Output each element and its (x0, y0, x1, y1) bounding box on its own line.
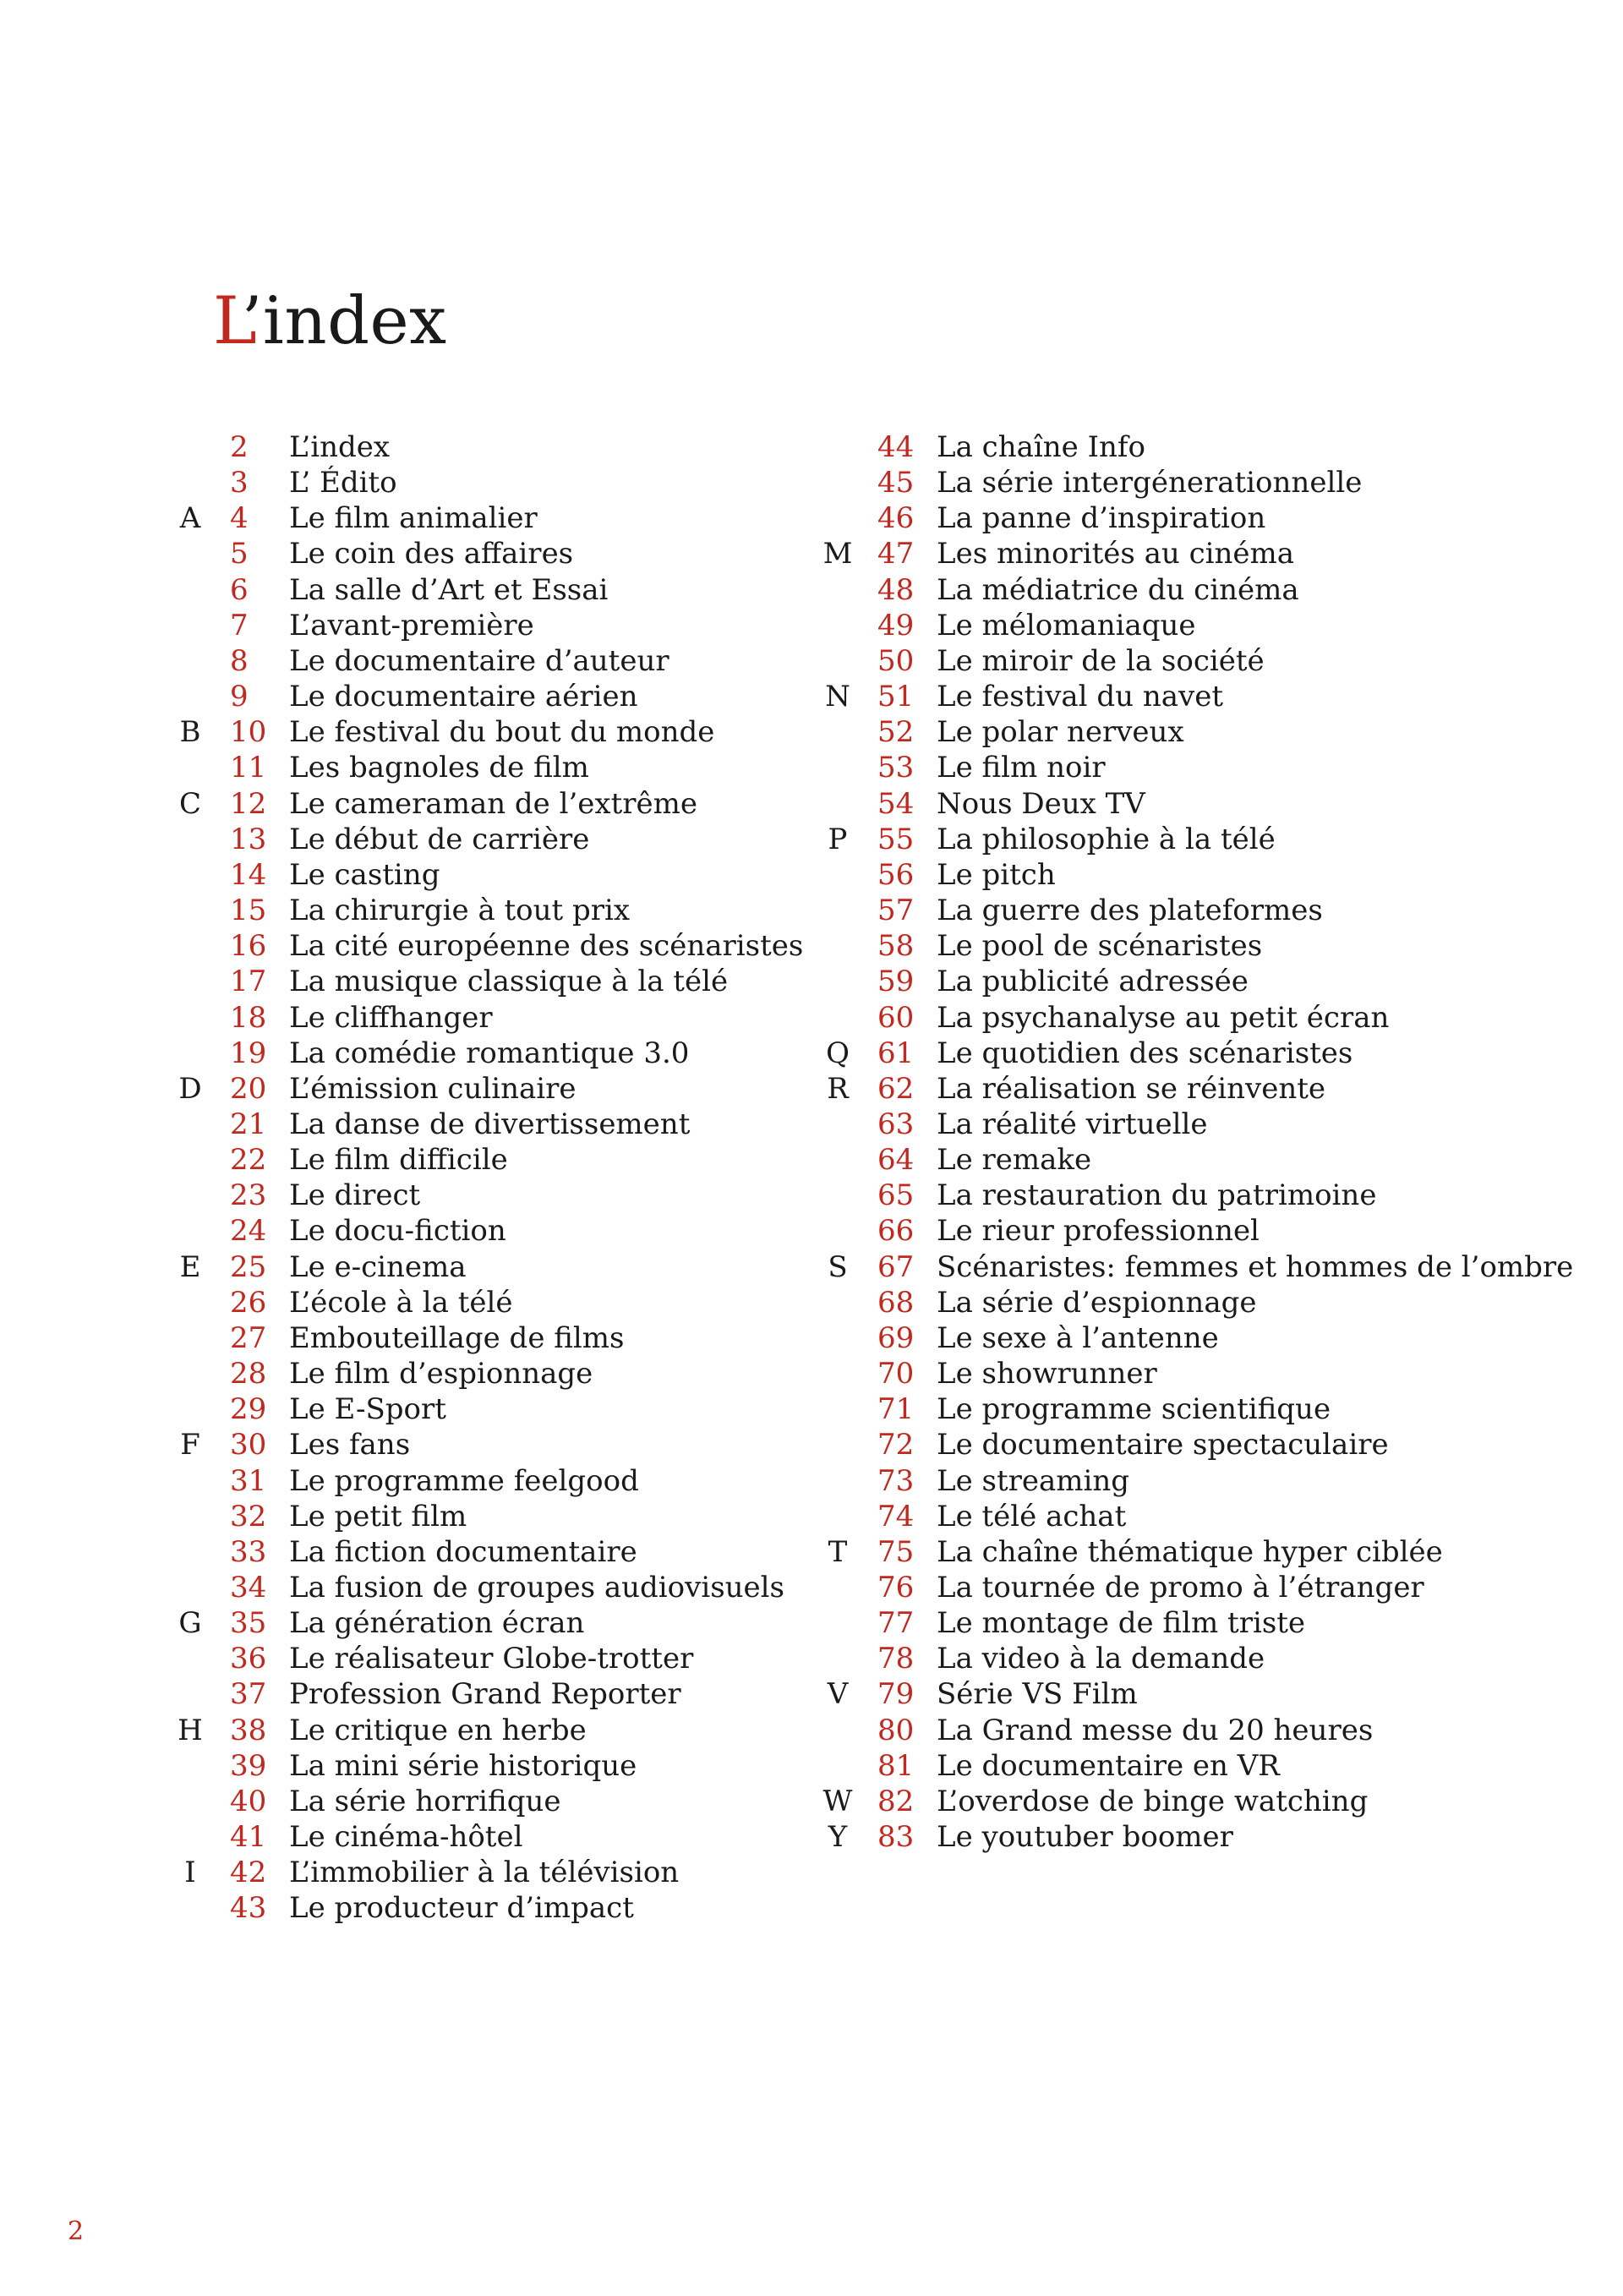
entry-title: Le montage de film triste (937, 1606, 1306, 1641)
index-entry[interactable] (800, 1391, 1573, 1427)
entry-page-number: 73 (877, 1463, 915, 1498)
entry-page-number: 32 (230, 1499, 267, 1533)
index-entry[interactable] (152, 1641, 803, 1676)
entry-page-number: 75 (877, 1534, 915, 1569)
entry-title: Le polar nerveux (937, 715, 1184, 750)
entry-title: Le E-Sport (289, 1392, 446, 1427)
entry-page-number: 71 (877, 1392, 915, 1427)
entry-title: La Grand messe du 20 heures (937, 1713, 1374, 1747)
entry-page-number: 44 (877, 430, 915, 464)
entry-page-number: 26 (230, 1285, 267, 1320)
index-entry[interactable] (800, 857, 1573, 893)
index-entry[interactable] (152, 1676, 803, 1712)
entry-title: Le direct (289, 1178, 421, 1213)
index-entry[interactable] (152, 857, 803, 893)
entry-page-number: 22 (230, 1143, 267, 1178)
entry-title: Le documentaire d’auteur (289, 643, 669, 678)
index-entry[interactable] (800, 750, 1573, 785)
index-entry[interactable] (152, 429, 803, 465)
entry-title: Le télé achat (937, 1499, 1127, 1533)
entry-title: Le remake (937, 1143, 1092, 1178)
entry-title: Le festival du navet (937, 680, 1223, 714)
entry-page-number: 64 (877, 1143, 915, 1178)
index-entry[interactable] (152, 1285, 803, 1320)
index-entry[interactable] (152, 1570, 803, 1605)
index-section-letter: W (822, 1784, 853, 1818)
entry-title: La video à la demande (937, 1642, 1265, 1676)
entry-title: Le showrunner (937, 1357, 1157, 1391)
index-entry[interactable] (152, 893, 803, 928)
entry-title: Le pool de scénaristes (937, 929, 1263, 964)
entry-page-number: 77 (877, 1606, 915, 1641)
entry-title: Le streaming (937, 1463, 1130, 1498)
entry-title: La chirurgie à tout prix (289, 894, 631, 928)
index-section-letter: Q (826, 1036, 850, 1070)
entry-title: Le programme feelgood (289, 1463, 639, 1498)
entry-page-number: 82 (877, 1784, 915, 1818)
entry-page-number: 45 (877, 466, 915, 500)
index-entry[interactable] (152, 643, 803, 679)
index-entry[interactable] (800, 1071, 1573, 1107)
entry-page-number: 69 (877, 1320, 915, 1355)
entry-title: Le petit film (289, 1499, 467, 1533)
entry-page-number: 52 (877, 715, 915, 750)
entry-title: La danse de divertissement (289, 1107, 691, 1141)
entry-page-number: 59 (877, 965, 915, 999)
entry-page-number: 7 (230, 608, 249, 642)
entry-title: Le docu-fiction (289, 1214, 506, 1249)
entry-title: La cité européenne des scénaristes (289, 929, 804, 964)
index-section-letter: S (828, 1249, 848, 1284)
index-section-letter: B (179, 715, 201, 750)
entry-title: L’avant-première (289, 608, 534, 642)
entry-title: La publicité adressée (937, 965, 1249, 999)
index-section-letter: P (828, 822, 848, 856)
index-entry[interactable] (800, 1356, 1573, 1391)
entry-title: Le critique en herbe (289, 1713, 587, 1747)
index-entry[interactable] (152, 465, 803, 500)
entry-page-number: 15 (230, 894, 267, 928)
entry-page-number: 81 (877, 1748, 915, 1783)
index-entry[interactable] (800, 893, 1573, 928)
index-entry[interactable] (152, 1784, 803, 1819)
entry-page-number: 24 (230, 1214, 267, 1249)
index-entry[interactable] (800, 465, 1573, 500)
entry-title: Le programme scientifique (937, 1392, 1331, 1427)
index-section-letter: Y (828, 1820, 848, 1855)
index-entry[interactable] (800, 1000, 1573, 1036)
index-entry[interactable] (800, 1713, 1573, 1748)
entry-page-number: 17 (230, 965, 267, 999)
index-entry[interactable] (800, 1285, 1573, 1320)
index-section-letter: H (178, 1713, 203, 1747)
index-entry[interactable] (152, 1071, 803, 1107)
entry-page-number: 19 (230, 1036, 267, 1070)
index-entry[interactable] (800, 500, 1573, 536)
index-entry[interactable] (800, 1499, 1573, 1534)
index-entry[interactable] (800, 1784, 1573, 1819)
entry-page-number: 55 (877, 822, 915, 856)
index-entry[interactable] (152, 822, 803, 857)
index-section-letter: M (822, 537, 853, 571)
entry-title: Le sexe à l’antenne (937, 1320, 1219, 1355)
entry-page-number: 43 (230, 1891, 267, 1926)
entry-page-number: 50 (877, 643, 915, 678)
index-entry[interactable] (152, 964, 803, 999)
entry-title: La tournée de promo à l’étranger (937, 1571, 1424, 1604)
index-entry[interactable] (800, 1249, 1573, 1285)
index-entry[interactable] (800, 1427, 1573, 1462)
entry-title: La génération écran (289, 1606, 585, 1641)
entry-title: Les minorités au cinéma (937, 537, 1295, 571)
entry-page-number: 37 (230, 1677, 267, 1712)
entry-page-number: 56 (877, 857, 915, 892)
index-section-letter: A (179, 501, 201, 536)
entry-title: Le film d’espionnage (289, 1357, 593, 1391)
page-title-rest: ’index (241, 283, 447, 359)
entry-page-number: 9 (230, 680, 249, 714)
index-entry[interactable] (800, 643, 1573, 679)
entry-page-number: 51 (877, 680, 915, 714)
index-entry[interactable] (800, 1605, 1573, 1641)
entry-title: L’émission culinaire (289, 1071, 577, 1106)
entry-page-number: 83 (877, 1820, 915, 1855)
index-entry[interactable] (800, 822, 1573, 857)
entry-page-number: 21 (230, 1107, 267, 1141)
entry-page-number: 14 (230, 857, 267, 892)
entry-page-number: 65 (877, 1178, 915, 1213)
entry-page-number: 38 (230, 1713, 267, 1747)
index-entry[interactable] (800, 1107, 1573, 1142)
entry-title: Le cameraman de l’extrême (289, 786, 697, 821)
entry-title: La restauration du patrimoine (937, 1178, 1377, 1213)
entry-page-number: 3 (230, 466, 249, 500)
index-entry[interactable] (800, 1320, 1573, 1356)
entry-page-number: 10 (230, 715, 267, 750)
index-entry[interactable] (800, 1534, 1573, 1570)
index-entry[interactable] (152, 1142, 803, 1178)
index-section-letter: I (184, 1856, 196, 1890)
index-entry[interactable] (152, 786, 803, 822)
index-entry[interactable] (800, 1570, 1573, 1605)
index-entry[interactable] (800, 1213, 1573, 1249)
index-entry[interactable] (800, 928, 1573, 964)
index-entry[interactable] (152, 1356, 803, 1391)
entry-title: La guerre des plateformes (937, 894, 1323, 928)
entry-page-number: 27 (230, 1320, 267, 1355)
entry-title: Le miroir de la société (937, 643, 1265, 678)
entry-title: Scénaristes: femmes et hommes de l’ombre (937, 1249, 1574, 1284)
entry-page-number: 13 (230, 822, 267, 856)
index-section-letter: T (828, 1534, 848, 1569)
entry-title: La chaîne thématique hyper ciblée (937, 1534, 1443, 1569)
entry-page-number: 49 (877, 608, 915, 642)
entry-page-number: 16 (230, 929, 267, 964)
entry-page-number: 54 (877, 786, 915, 821)
entry-title: L’overdose de binge watching (937, 1784, 1369, 1818)
index-entry[interactable] (800, 1676, 1573, 1712)
index-entry[interactable] (152, 1748, 803, 1784)
entry-title: La série horrifique (289, 1784, 561, 1818)
entry-page-number: 78 (877, 1642, 915, 1676)
index-entry[interactable] (800, 429, 1573, 465)
entry-page-number: 70 (877, 1357, 915, 1391)
index-entry[interactable] (152, 572, 803, 608)
entry-title: La panne d’inspiration (937, 501, 1266, 536)
entry-title: La fusion de groupes audiovisuels (289, 1571, 785, 1604)
entry-title: L’ Édito (289, 466, 397, 500)
entry-title: Les bagnoles de film (289, 751, 589, 785)
index-entry[interactable] (152, 750, 803, 785)
entry-page-number: 8 (230, 643, 249, 678)
index-entry[interactable] (800, 608, 1573, 643)
index-entry[interactable] (800, 1178, 1573, 1213)
index-entry[interactable] (152, 1499, 803, 1534)
index-section-letter: N (825, 680, 850, 714)
entry-page-number: 53 (877, 751, 915, 785)
entry-page-number: 18 (230, 1000, 267, 1035)
entry-title: Le mélomaniaque (937, 608, 1196, 642)
entry-title: Le coin des affaires (289, 537, 574, 571)
page-title-initial: L (213, 283, 242, 359)
entry-page-number: 68 (877, 1285, 915, 1320)
index-section-letter: F (180, 1428, 200, 1462)
entry-page-number: 74 (877, 1499, 915, 1533)
entry-page-number: 12 (230, 786, 267, 821)
index-entry[interactable] (800, 964, 1573, 999)
index-entry[interactable] (800, 1819, 1573, 1855)
entry-page-number: 35 (230, 1606, 267, 1641)
entry-title: Profession Grand Reporter (289, 1677, 681, 1712)
entry-page-number: 4 (230, 501, 249, 536)
entry-page-number: 72 (877, 1428, 915, 1462)
entry-title: La réalisation se réinvente (937, 1071, 1326, 1106)
index-entry[interactable] (152, 1605, 803, 1641)
index-entry[interactable] (152, 1320, 803, 1356)
entry-page-number: 61 (877, 1036, 915, 1070)
entry-page-number: 80 (877, 1713, 915, 1747)
entry-title: Le producteur d’impact (289, 1891, 634, 1926)
index-column-right (800, 429, 1573, 1855)
page-number: 2 (68, 2217, 85, 2246)
index-entry[interactable] (152, 608, 803, 643)
entry-page-number: 60 (877, 1000, 915, 1035)
index-entry[interactable] (152, 1713, 803, 1748)
entry-title: Le film difficile (289, 1143, 508, 1178)
index-entry[interactable] (800, 1142, 1573, 1178)
entry-title: La mini série historique (289, 1748, 637, 1783)
entry-title: Le cliffhanger (289, 1000, 493, 1035)
index-entry[interactable] (152, 1036, 803, 1071)
entry-title: Le documentaire aérien (289, 680, 638, 714)
index-entry[interactable] (152, 1427, 803, 1462)
index-entry[interactable] (152, 679, 803, 714)
entry-page-number: 33 (230, 1534, 267, 1569)
entry-page-number: 41 (230, 1820, 267, 1855)
entry-page-number: 79 (877, 1677, 915, 1712)
entry-title: Le rieur professionnel (937, 1214, 1260, 1249)
entry-title: Le e-cinema (289, 1249, 467, 1284)
entry-page-number: 34 (230, 1571, 267, 1604)
entry-title: La série d’espionnage (937, 1285, 1257, 1320)
entry-page-number: 62 (877, 1071, 915, 1106)
index-entry[interactable] (152, 1534, 803, 1570)
entry-page-number: 58 (877, 929, 915, 964)
entry-title: La chaîne Info (937, 430, 1145, 464)
entry-page-number: 25 (230, 1249, 267, 1284)
entry-title: Nous Deux TV (937, 786, 1145, 821)
index-entry[interactable] (152, 1890, 803, 1926)
index-entry[interactable] (152, 1000, 803, 1036)
entry-page-number: 46 (877, 501, 915, 536)
entry-title: Le cinéma-hôtel (289, 1820, 523, 1855)
entry-page-number: 28 (230, 1357, 267, 1391)
entry-title: L’école à la télé (289, 1285, 513, 1320)
index-entry[interactable] (152, 714, 803, 750)
entry-title: La comédie romantique 3.0 (289, 1036, 690, 1070)
entry-page-number: 40 (230, 1784, 267, 1818)
index-entry[interactable] (800, 1463, 1573, 1499)
entry-title: Le film noir (937, 751, 1106, 785)
index-section-letter: D (178, 1071, 202, 1106)
entry-page-number: 76 (877, 1571, 915, 1604)
entry-page-number: 6 (230, 572, 249, 607)
entry-title: Le quotidien des scénaristes (937, 1036, 1353, 1070)
index-entry[interactable] (152, 1463, 803, 1499)
index-section-letter: E (179, 1249, 201, 1284)
index-section-letter: C (178, 786, 201, 821)
index-entry[interactable] (800, 1641, 1573, 1676)
index-entry[interactable] (800, 714, 1573, 750)
index-entry[interactable] (152, 536, 803, 571)
entry-page-number: 36 (230, 1642, 267, 1676)
entry-title: Le réalisateur Globe-trotter (289, 1642, 694, 1676)
entry-title: L’immobilier à la télévision (289, 1856, 680, 1890)
entry-title: Le pitch (937, 857, 1056, 892)
index-section-letter: V (827, 1677, 849, 1712)
entry-page-number: 67 (877, 1249, 915, 1284)
entry-title: Série VS Film (937, 1677, 1138, 1712)
index-entry[interactable] (800, 1036, 1573, 1071)
entry-page-number: 2 (230, 430, 249, 464)
entry-page-number: 63 (877, 1107, 915, 1141)
entry-page-number: 47 (877, 537, 915, 571)
entry-page-number: 66 (877, 1214, 915, 1249)
entry-title: L’index (289, 430, 391, 464)
entry-title: La salle d’Art et Essai (289, 572, 609, 607)
index-entry[interactable] (152, 1249, 803, 1285)
entry-title: Le casting (289, 857, 440, 892)
index-entry[interactable] (152, 1107, 803, 1142)
entry-page-number: 42 (230, 1856, 267, 1890)
entry-page-number: 57 (877, 894, 915, 928)
entry-title: La fiction documentaire (289, 1534, 637, 1569)
entry-title: La série intergénerationnelle (937, 466, 1363, 500)
index-entry[interactable] (152, 928, 803, 964)
entry-title: Le documentaire en VR (937, 1748, 1280, 1783)
entry-page-number: 31 (230, 1463, 267, 1498)
index-entry[interactable] (152, 1178, 803, 1213)
index-entry[interactable] (800, 786, 1573, 822)
entry-page-number: 29 (230, 1392, 267, 1427)
entry-page-number: 20 (230, 1071, 267, 1106)
index-section-letter: R (827, 1071, 849, 1106)
index-entry[interactable] (800, 572, 1573, 608)
entry-page-number: 5 (230, 537, 249, 571)
entry-title: Les fans (289, 1428, 411, 1462)
index-entry[interactable] (152, 1819, 803, 1855)
entry-title: Le début de carrière (289, 822, 590, 856)
index-entry[interactable] (152, 1213, 803, 1249)
index-entry[interactable] (152, 1855, 803, 1890)
entry-title: La médiatrice du cinéma (937, 572, 1299, 607)
index-entry[interactable] (152, 500, 803, 536)
page-title (213, 279, 447, 364)
index-column-left (152, 429, 803, 1927)
entry-page-number: 30 (230, 1428, 267, 1462)
entry-title: Le documentaire spectaculaire (937, 1428, 1389, 1462)
entry-page-number: 48 (877, 572, 915, 607)
entry-title: La musique classique à la télé (289, 965, 729, 999)
entry-title: Embouteillage de films (289, 1320, 625, 1355)
entry-title: Le youtuber boomer (937, 1820, 1233, 1855)
index-section-letter: G (178, 1606, 202, 1641)
entry-title: La psychanalyse au petit écran (937, 1000, 1390, 1035)
entry-title: Le festival du bout du monde (289, 715, 715, 750)
index-entry[interactable] (152, 1391, 803, 1427)
entry-page-number: 11 (230, 751, 267, 785)
index-entry[interactable] (800, 536, 1573, 571)
entry-title: La philosophie à la télé (937, 822, 1276, 856)
entry-page-number: 23 (230, 1178, 267, 1213)
entry-title: Le film animalier (289, 501, 538, 536)
index-entry[interactable] (800, 1748, 1573, 1784)
index-entry[interactable] (800, 679, 1573, 714)
entry-page-number: 39 (230, 1748, 267, 1783)
entry-title: La réalité virtuelle (937, 1107, 1208, 1141)
